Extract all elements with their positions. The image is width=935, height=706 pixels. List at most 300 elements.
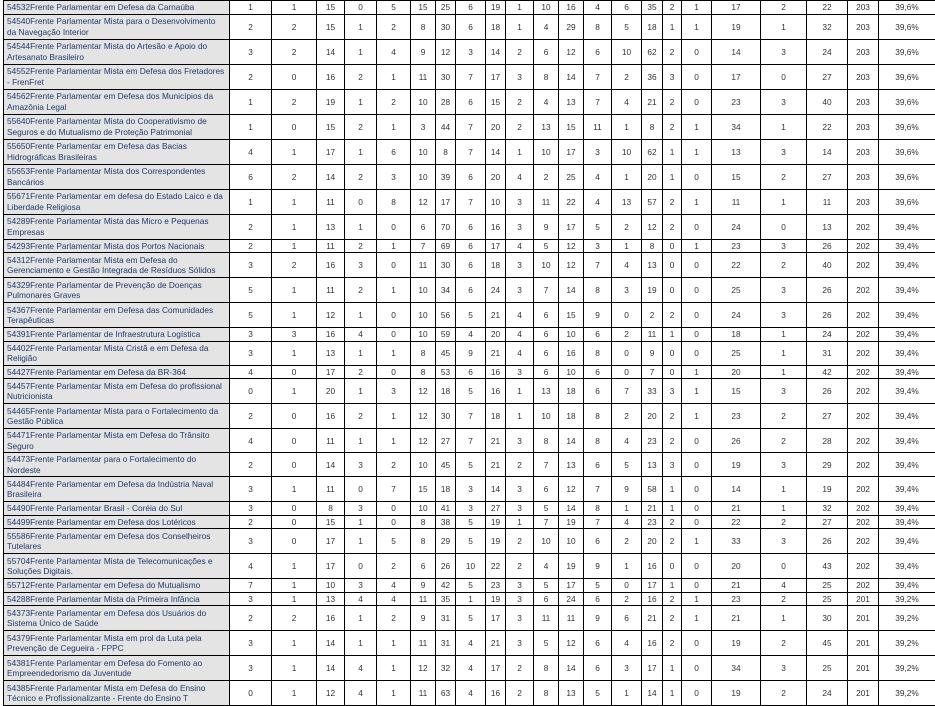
value-cell-20: 13 <box>807 214 848 239</box>
value-cell-16: 2 <box>663 404 682 429</box>
value-cell-21: 202 <box>848 379 879 404</box>
value-cell-14: 0 <box>612 341 642 365</box>
value-cell-17: 0 <box>682 89 712 114</box>
value-cell-3: 14 <box>317 631 345 656</box>
value-cell-3: 16 <box>317 253 345 278</box>
value-cell-2: 1 <box>272 631 317 656</box>
value-cell-22: 39,4% <box>879 429 935 453</box>
value-cell-16: 1 <box>663 681 682 706</box>
value-cell-22: 39,6% <box>879 164 935 189</box>
value-cell-17: 0 <box>682 681 712 706</box>
value-cell-18: 21 <box>712 579 761 593</box>
value-cell-15: 58 <box>642 477 663 502</box>
value-cell-20: 28 <box>807 429 848 453</box>
value-cell-5: 0 <box>377 328 411 342</box>
value-cell-5: 1 <box>377 278 411 303</box>
table-row <box>4 139 935 164</box>
frente-name-cell: 54367Frente Parlamentar em Defesa das Comunidades Terapêuticas <box>4 303 230 328</box>
value-cell-7: 30 <box>436 404 456 429</box>
value-cell-8: 4 <box>456 656 486 681</box>
value-cell-5: 7 <box>377 477 411 502</box>
value-cell-4: 0 <box>345 477 377 502</box>
value-cell-4: 1 <box>345 379 377 404</box>
value-cell-13: 9 <box>584 554 612 579</box>
value-cell-19: 1 <box>761 341 807 365</box>
value-cell-17: 0 <box>682 64 712 89</box>
value-cell-19: 2 <box>761 404 807 429</box>
value-cell-12: 19 <box>559 554 584 579</box>
value-cell-22: 39,2% <box>879 656 935 681</box>
value-cell-5: 0 <box>377 515 411 529</box>
value-cell-13: 6 <box>584 656 612 681</box>
value-cell-10: 1 <box>506 404 534 429</box>
value-cell-16: 0 <box>663 341 682 365</box>
value-cell-22: 39,4% <box>879 328 935 342</box>
value-cell-22: 39,4% <box>879 253 935 278</box>
value-cell-18: 17 <box>712 1 761 15</box>
value-cell-15: 18 <box>642 14 663 39</box>
value-cell-8: 5 <box>456 606 486 631</box>
value-cell-3: 11 <box>317 278 345 303</box>
value-cell-16: 2 <box>663 214 682 239</box>
value-cell-13: 7 <box>584 253 612 278</box>
value-cell-1: 4 <box>230 429 272 453</box>
value-cell-21: 202 <box>848 253 879 278</box>
value-cell-6: 10 <box>411 89 436 114</box>
value-cell-10: 1 <box>506 139 534 164</box>
value-cell-1: 2 <box>230 515 272 529</box>
value-cell-10: 3 <box>506 253 534 278</box>
value-cell-14: 0 <box>612 579 642 593</box>
value-cell-6: 10 <box>411 303 436 328</box>
value-cell-3: 13 <box>317 214 345 239</box>
value-cell-10: 4 <box>506 303 534 328</box>
value-cell-20: 42 <box>807 365 848 379</box>
value-cell-4: 1 <box>345 429 377 453</box>
value-cell-10: 1 <box>506 379 534 404</box>
value-cell-15: 35 <box>642 1 663 15</box>
value-cell-9: 16 <box>486 379 506 404</box>
value-cell-11: 7 <box>534 453 559 477</box>
value-cell-19: 1 <box>761 365 807 379</box>
value-cell-10: 3 <box>506 365 534 379</box>
value-cell-18: 19 <box>712 631 761 656</box>
value-cell-20: 30 <box>807 606 848 631</box>
value-cell-4: 1 <box>345 39 377 64</box>
value-cell-22: 39,4% <box>879 303 935 328</box>
value-cell-10: 3 <box>506 606 534 631</box>
frente-name-cell: 54427Frente Parlamentar em Defesa da BR-364 <box>4 365 230 379</box>
value-cell-11: 8 <box>534 656 559 681</box>
value-cell-11: 8 <box>534 64 559 89</box>
value-cell-15: 13 <box>642 253 663 278</box>
frente-name-cell: 55712Frente Parlamentar em Defesa do Mutualismo <box>4 579 230 593</box>
value-cell-7: 41 <box>436 502 456 516</box>
value-cell-4: 3 <box>345 502 377 516</box>
value-cell-16: 3 <box>663 453 682 477</box>
value-cell-12: 16 <box>559 341 584 365</box>
value-cell-2: 0 <box>272 404 317 429</box>
value-cell-6: 9 <box>411 39 436 64</box>
value-cell-11: 11 <box>534 189 559 214</box>
value-cell-15: 36 <box>642 64 663 89</box>
value-cell-12: 12 <box>559 477 584 502</box>
value-cell-4: 3 <box>345 253 377 278</box>
value-cell-14: 4 <box>612 253 642 278</box>
value-cell-3: 20 <box>317 379 345 404</box>
value-cell-17: 1 <box>682 239 712 253</box>
value-cell-7: 26 <box>436 554 456 579</box>
value-cell-20: 14 <box>807 139 848 164</box>
value-cell-7: 31 <box>436 606 456 631</box>
value-cell-18: 11 <box>712 189 761 214</box>
value-cell-11: 2 <box>534 164 559 189</box>
value-cell-9: 22 <box>486 554 506 579</box>
value-cell-6: 11 <box>411 253 436 278</box>
value-cell-1: 2 <box>230 453 272 477</box>
value-cell-9: 21 <box>486 429 506 453</box>
value-cell-15: 17 <box>642 579 663 593</box>
value-cell-12: 25 <box>559 164 584 189</box>
value-cell-21: 203 <box>848 139 879 164</box>
value-cell-10: 3 <box>506 278 534 303</box>
value-cell-5: 5 <box>377 529 411 554</box>
value-cell-22: 39,6% <box>879 14 935 39</box>
value-cell-6: 12 <box>411 189 436 214</box>
value-cell-18: 23 <box>712 404 761 429</box>
value-cell-12: 10 <box>559 365 584 379</box>
frente-name-cell: 54293Frente Parlamentar Mista dos Portos Nacionais <box>4 239 230 253</box>
value-cell-5: 2 <box>377 453 411 477</box>
value-cell-1: 1 <box>230 1 272 15</box>
frente-name-cell: 55653Frente Parlamentar Mista dos Correspondentes Bancários <box>4 164 230 189</box>
value-cell-10: 2 <box>506 453 534 477</box>
table-row <box>4 554 935 579</box>
value-cell-3: 11 <box>317 477 345 502</box>
value-cell-8: 5 <box>456 453 486 477</box>
value-cell-9: 10 <box>486 189 506 214</box>
value-cell-3: 10 <box>317 579 345 593</box>
value-cell-5: 1 <box>377 656 411 681</box>
value-cell-15: 17 <box>642 656 663 681</box>
value-cell-13: 4 <box>584 189 612 214</box>
value-cell-13: 8 <box>584 429 612 453</box>
value-cell-17: 0 <box>682 303 712 328</box>
value-cell-6: 15 <box>411 1 436 15</box>
value-cell-6: 12 <box>411 429 436 453</box>
value-cell-19: 2 <box>761 164 807 189</box>
value-cell-12: 18 <box>559 379 584 404</box>
value-cell-16: 0 <box>663 253 682 278</box>
value-cell-19: 2 <box>761 1 807 15</box>
value-cell-14: 0 <box>612 303 642 328</box>
value-cell-14: 1 <box>612 239 642 253</box>
value-cell-1: 6 <box>230 164 272 189</box>
value-cell-15: 57 <box>642 189 663 214</box>
value-cell-2: 1 <box>272 681 317 706</box>
value-cell-16: 2 <box>663 631 682 656</box>
value-cell-3: 16 <box>317 606 345 631</box>
value-cell-21: 203 <box>848 64 879 89</box>
value-cell-20: 43 <box>807 554 848 579</box>
value-cell-18: 26 <box>712 429 761 453</box>
value-cell-5: 1 <box>377 404 411 429</box>
value-cell-9: 21 <box>486 453 506 477</box>
table-row <box>4 453 935 477</box>
value-cell-6: 15 <box>411 477 436 502</box>
value-cell-12: 17 <box>559 579 584 593</box>
value-cell-19: 0 <box>761 64 807 89</box>
value-cell-10: 1 <box>506 1 534 15</box>
value-cell-12: 13 <box>559 681 584 706</box>
value-cell-21: 202 <box>848 429 879 453</box>
value-cell-14: 4 <box>612 89 642 114</box>
value-cell-21: 202 <box>848 529 879 554</box>
value-cell-8: 3 <box>456 39 486 64</box>
table-row <box>4 379 935 404</box>
value-cell-14: 2 <box>612 404 642 429</box>
frente-name-cell: 54552Frente Parlamentar Mista em Defesa dos Fretadores - FrenFret <box>4 64 230 89</box>
value-cell-15: 16 <box>642 631 663 656</box>
value-cell-7: 8 <box>436 139 456 164</box>
value-cell-7: 17 <box>436 189 456 214</box>
value-cell-11: 10 <box>534 404 559 429</box>
value-cell-8: 3 <box>456 477 486 502</box>
value-cell-3: 17 <box>317 365 345 379</box>
value-cell-14: 4 <box>612 631 642 656</box>
value-cell-9: 20 <box>486 164 506 189</box>
value-cell-9: 19 <box>486 515 506 529</box>
value-cell-3: 11 <box>317 239 345 253</box>
value-cell-15: 33 <box>642 379 663 404</box>
frente-name-cell: 54385Frente Parlamentar Mista em Defesa do Ensino Técnico e Profissionalizante - Frente do Ensino T <box>4 681 230 706</box>
value-cell-3: 14 <box>317 39 345 64</box>
table-row <box>4 39 935 64</box>
table-row <box>4 328 935 342</box>
value-cell-12: 17 <box>559 139 584 164</box>
value-cell-14: 2 <box>612 592 642 606</box>
value-cell-10: 4 <box>506 341 534 365</box>
frente-name-cell: 54473Frente Parlamentar para o Fortalecimento do Nordeste <box>4 453 230 477</box>
value-cell-3: 12 <box>317 681 345 706</box>
value-cell-19: 3 <box>761 453 807 477</box>
frente-name-cell: 54532Frente Parlamentar em Defesa da Carnaúba <box>4 1 230 15</box>
value-cell-17: 0 <box>682 515 712 529</box>
value-cell-6: 12 <box>411 656 436 681</box>
value-cell-17: 0 <box>682 554 712 579</box>
frente-name-cell: 54381Frente Parlamentar em Defesa do Fomento ao Empreendedorismo da Juventude <box>4 656 230 681</box>
value-cell-17: 0 <box>682 656 712 681</box>
value-cell-16: 1 <box>663 328 682 342</box>
value-cell-9: 27 <box>486 502 506 516</box>
value-cell-2: 1 <box>272 592 317 606</box>
frente-name-cell: 54373Frente Parlamentar em Defesa dos Usuários do Sistema Único de Saúde <box>4 606 230 631</box>
value-cell-19: 3 <box>761 379 807 404</box>
value-cell-20: 27 <box>807 164 848 189</box>
value-cell-7: 18 <box>436 379 456 404</box>
table-row <box>4 592 935 606</box>
value-cell-19: 2 <box>761 592 807 606</box>
value-cell-1: 3 <box>230 592 272 606</box>
value-cell-4: 2 <box>345 114 377 139</box>
value-cell-6: 8 <box>411 529 436 554</box>
table-row <box>4 303 935 328</box>
table-row <box>4 579 935 593</box>
value-cell-16: 1 <box>663 656 682 681</box>
value-cell-10: 3 <box>506 214 534 239</box>
value-cell-3: 13 <box>317 592 345 606</box>
value-cell-19: 3 <box>761 278 807 303</box>
value-cell-2: 1 <box>272 139 317 164</box>
value-cell-5: 2 <box>377 606 411 631</box>
value-cell-4: 1 <box>345 529 377 554</box>
value-cell-5: 0 <box>377 303 411 328</box>
value-cell-1: 2 <box>230 64 272 89</box>
value-cell-1: 2 <box>230 404 272 429</box>
value-cell-11: 7 <box>534 515 559 529</box>
value-cell-2: 0 <box>272 529 317 554</box>
table-row <box>4 14 935 39</box>
value-cell-10: 3 <box>506 477 534 502</box>
frente-name-cell: 54490Frente Parlamentar Brasil - Coréia do Sul <box>4 502 230 516</box>
value-cell-2: 1 <box>272 341 317 365</box>
value-cell-8: 6 <box>456 89 486 114</box>
value-cell-2: 0 <box>272 114 317 139</box>
value-cell-18: 34 <box>712 114 761 139</box>
value-cell-19: 2 <box>761 681 807 706</box>
value-cell-13: 6 <box>584 592 612 606</box>
value-cell-20: 26 <box>807 239 848 253</box>
value-cell-10: 2 <box>506 114 534 139</box>
value-cell-17: 1 <box>682 379 712 404</box>
table-row <box>4 164 935 189</box>
value-cell-21: 203 <box>848 14 879 39</box>
frente-name-cell: 55640Frente Parlamentar Mista do Cooperativismo de Seguros e do Mutualismo de Proteção Patrimonial <box>4 114 230 139</box>
value-cell-17: 0 <box>682 214 712 239</box>
value-cell-19: 2 <box>761 631 807 656</box>
value-cell-7: 38 <box>436 515 456 529</box>
value-cell-7: 28 <box>436 89 456 114</box>
value-cell-6: 8 <box>411 515 436 529</box>
table-row <box>4 278 935 303</box>
value-cell-15: 19 <box>642 278 663 303</box>
value-cell-19: 1 <box>761 14 807 39</box>
value-cell-8: 6 <box>456 14 486 39</box>
value-cell-6: 12 <box>411 379 436 404</box>
value-cell-13: 7 <box>584 64 612 89</box>
frente-name-cell: 55704Frente Parlamentar Mista de Telecomunicações e Soluções Digitais. <box>4 554 230 579</box>
value-cell-6: 8 <box>411 341 436 365</box>
value-cell-10: 3 <box>506 502 534 516</box>
value-cell-6: 9 <box>411 579 436 593</box>
value-cell-16: 1 <box>663 164 682 189</box>
value-cell-4: 3 <box>345 453 377 477</box>
value-cell-13: 5 <box>584 214 612 239</box>
value-cell-7: 39 <box>436 164 456 189</box>
value-cell-15: 16 <box>642 592 663 606</box>
value-cell-21: 202 <box>848 365 879 379</box>
value-cell-2: 1 <box>272 303 317 328</box>
value-cell-13: 9 <box>584 303 612 328</box>
value-cell-13: 8 <box>584 341 612 365</box>
value-cell-16: 0 <box>663 554 682 579</box>
value-cell-8: 6 <box>456 164 486 189</box>
value-cell-3: 19 <box>317 89 345 114</box>
value-cell-22: 39,2% <box>879 681 935 706</box>
value-cell-16: 2 <box>663 1 682 15</box>
value-cell-20: 26 <box>807 278 848 303</box>
value-cell-18: 24 <box>712 214 761 239</box>
value-cell-11: 8 <box>534 681 559 706</box>
value-cell-17: 1 <box>682 139 712 164</box>
value-cell-15: 20 <box>642 529 663 554</box>
value-cell-10: 2 <box>506 656 534 681</box>
value-cell-8: 6 <box>456 253 486 278</box>
frente-name-cell: 54562Frente Parlamentar em Defesa dos Municípios da Amazônia Legal <box>4 89 230 114</box>
value-cell-14: 5 <box>612 453 642 477</box>
value-cell-14: 7 <box>612 379 642 404</box>
value-cell-15: 9 <box>642 341 663 365</box>
value-cell-12: 13 <box>559 453 584 477</box>
value-cell-19: 3 <box>761 89 807 114</box>
value-cell-1: 4 <box>230 554 272 579</box>
value-cell-21: 202 <box>848 341 879 365</box>
value-cell-21: 202 <box>848 554 879 579</box>
value-cell-12: 14 <box>559 278 584 303</box>
value-cell-22: 39,4% <box>879 278 935 303</box>
value-cell-21: 201 <box>848 656 879 681</box>
value-cell-19: 3 <box>761 529 807 554</box>
value-cell-1: 3 <box>230 656 272 681</box>
value-cell-20: 27 <box>807 404 848 429</box>
value-cell-13: 8 <box>584 404 612 429</box>
value-cell-20: 24 <box>807 328 848 342</box>
frente-name-cell: 54391Frente Parlamentar de Infraestrutura Logística <box>4 328 230 342</box>
value-cell-14: 1 <box>612 114 642 139</box>
value-cell-10: 1 <box>506 14 534 39</box>
value-cell-7: 70 <box>436 214 456 239</box>
value-cell-1: 5 <box>230 303 272 328</box>
value-cell-8: 4 <box>456 631 486 656</box>
table-row <box>4 656 935 681</box>
value-cell-5: 1 <box>377 631 411 656</box>
table-row <box>4 1 935 15</box>
value-cell-20: 26 <box>807 529 848 554</box>
value-cell-2: 0 <box>272 365 317 379</box>
table-row <box>4 631 935 656</box>
value-cell-5: 6 <box>377 139 411 164</box>
value-cell-13: 11 <box>584 114 612 139</box>
value-cell-14: 2 <box>612 214 642 239</box>
frente-name-cell: 54288Frente Parlamentar Mista da Primeira Infância <box>4 592 230 606</box>
value-cell-7: 32 <box>436 656 456 681</box>
value-cell-3: 8 <box>317 502 345 516</box>
value-cell-7: 34 <box>436 278 456 303</box>
value-cell-11: 4 <box>534 89 559 114</box>
value-cell-3: 12 <box>317 303 345 328</box>
value-cell-7: 29 <box>436 529 456 554</box>
value-cell-4: 1 <box>345 214 377 239</box>
value-cell-5: 1 <box>377 341 411 365</box>
value-cell-14: 10 <box>612 139 642 164</box>
value-cell-11: 6 <box>534 328 559 342</box>
frente-name-cell: 54379Frente Parlamentar Mista em prol da Luta pela Prevenção de Cegueira - FPPC <box>4 631 230 656</box>
table-body <box>4 1 935 706</box>
value-cell-10: 2 <box>506 554 534 579</box>
value-cell-1: 3 <box>230 39 272 64</box>
value-cell-5: 2 <box>377 14 411 39</box>
value-cell-22: 39,4% <box>879 404 935 429</box>
